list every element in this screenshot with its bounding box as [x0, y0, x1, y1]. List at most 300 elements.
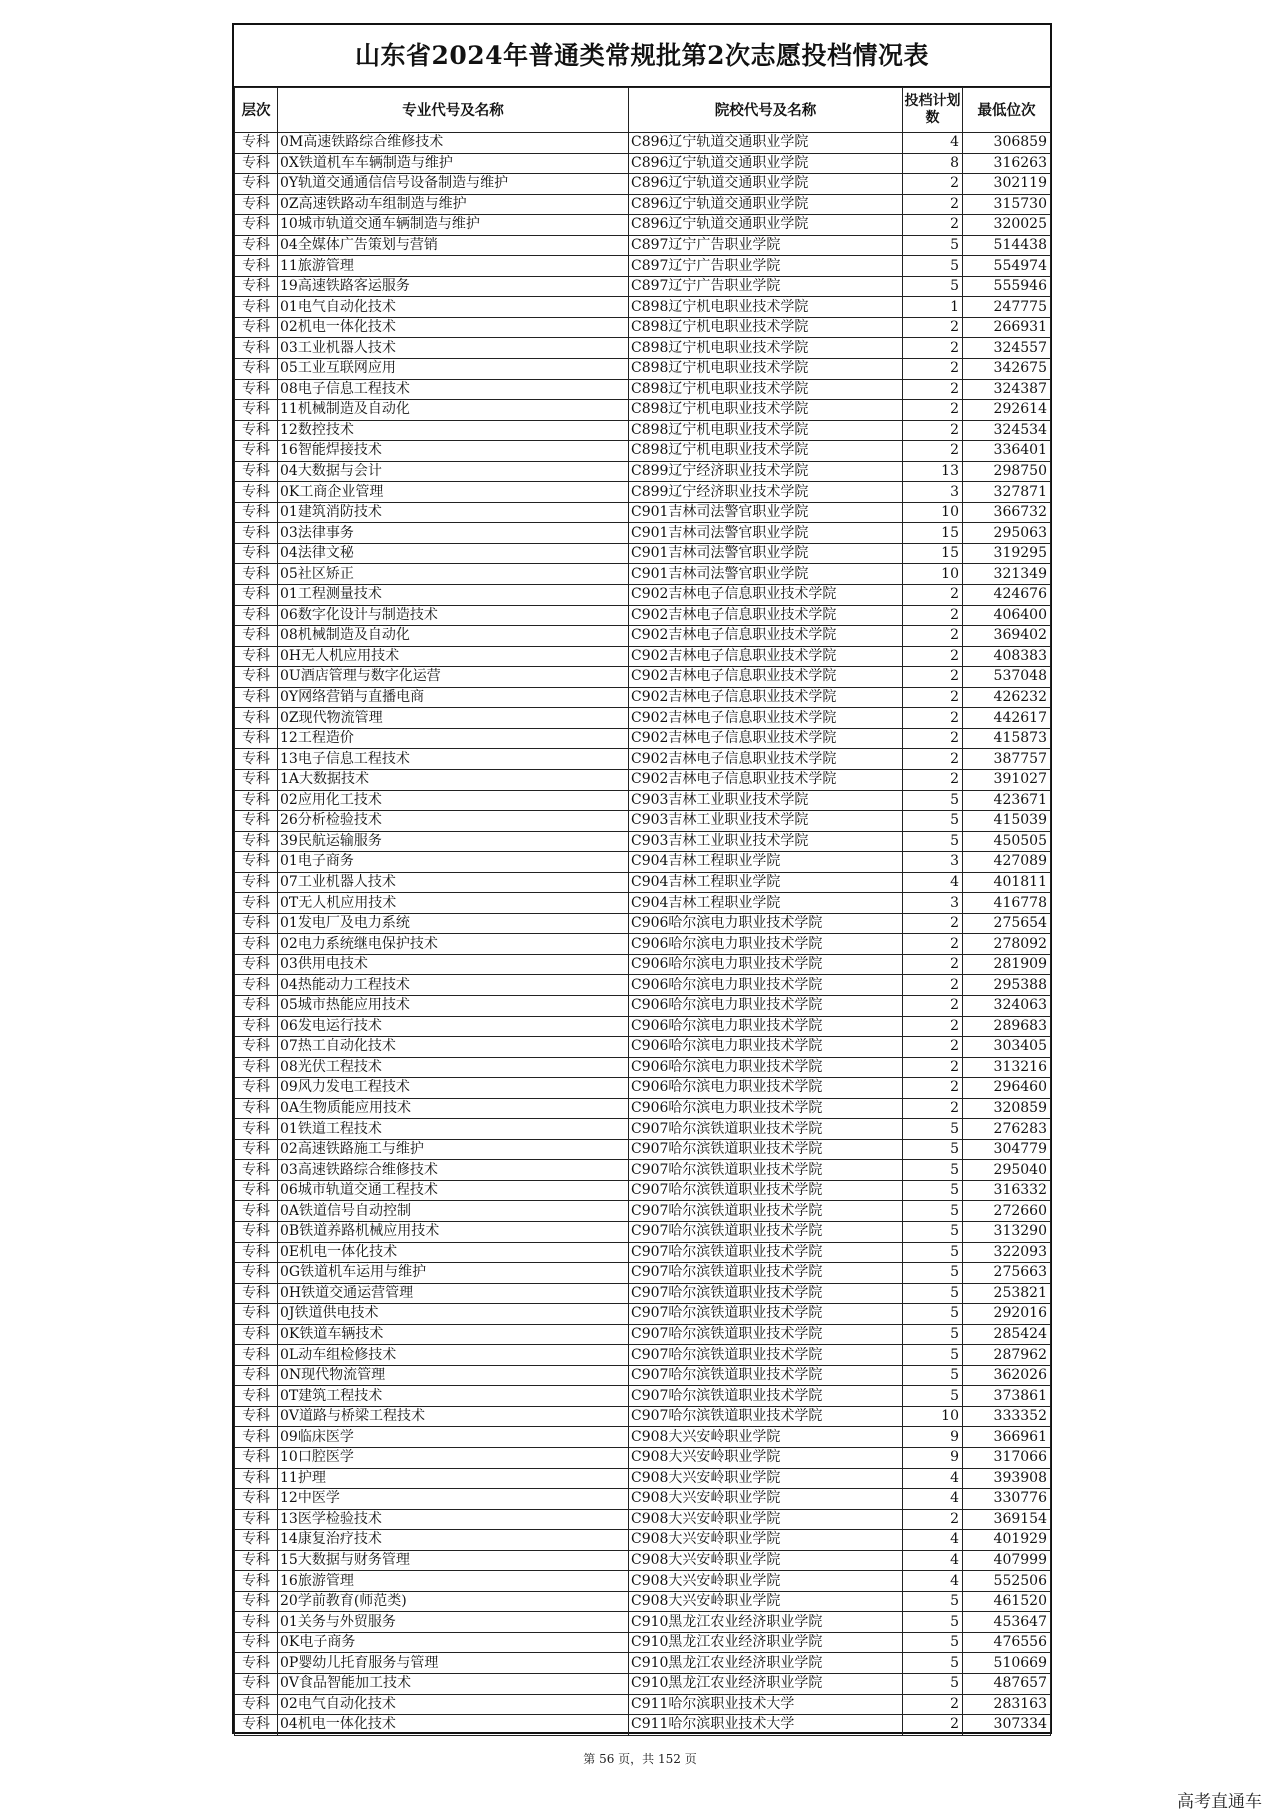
cell-level: 专科: [235, 523, 278, 544]
table-row: [235, 1468, 1051, 1489]
cell-plan: 10: [903, 1406, 963, 1427]
cell-major: 01电气自动化技术: [278, 297, 629, 318]
cell-school: C902吉林电子信息职业技术学院: [629, 687, 903, 708]
cell-level: 专科: [235, 297, 278, 318]
cell-min-rank: 253821: [963, 1283, 1051, 1304]
cell-level: 专科: [235, 954, 278, 975]
cell-level: 专科: [235, 461, 278, 482]
cell-major: 01建筑消防技术: [278, 502, 629, 523]
table-body: [235, 133, 1051, 1736]
cell-plan: 2: [903, 1016, 963, 1037]
cell-major: 06发电运行技术: [278, 1016, 629, 1037]
table-row: [235, 297, 1051, 318]
cell-min-rank: 320025: [963, 215, 1051, 236]
table-row: [235, 1653, 1051, 1674]
table-row: [235, 913, 1051, 934]
cell-major: 01铁道工程技术: [278, 1119, 629, 1140]
table-row: [235, 1016, 1051, 1037]
cell-level: 专科: [235, 1016, 278, 1037]
cell-plan: 5: [903, 790, 963, 811]
cell-min-rank: 316332: [963, 1180, 1051, 1201]
cell-min-rank: 303405: [963, 1037, 1051, 1058]
table-row: [235, 317, 1051, 338]
cell-major: 0H无人机应用技术: [278, 646, 629, 667]
table-row: [235, 1160, 1051, 1181]
cell-min-rank: 415873: [963, 728, 1051, 749]
cell-school: C904吉林工程职业学院: [629, 852, 903, 873]
table-row: [235, 502, 1051, 523]
cell-plan: 9: [903, 1427, 963, 1448]
header-plan: 投档计划数: [903, 88, 963, 133]
cell-school: C901吉林司法警官职业学院: [629, 523, 903, 544]
cell-plan: 5: [903, 1201, 963, 1222]
cell-level: 专科: [235, 276, 278, 297]
cell-major: 04法律文秘: [278, 543, 629, 564]
table-row: [235, 831, 1051, 852]
cell-min-rank: 278092: [963, 934, 1051, 955]
cell-level: 专科: [235, 400, 278, 421]
cell-min-rank: 289683: [963, 1016, 1051, 1037]
cell-school: C910黑龙江农业经济职业学院: [629, 1674, 903, 1695]
cell-level: 专科: [235, 852, 278, 873]
cell-school: C907哈尔滨铁道职业技术学院: [629, 1406, 903, 1427]
cell-level: 专科: [235, 235, 278, 256]
cell-level: 专科: [235, 626, 278, 647]
cell-level: 专科: [235, 1591, 278, 1612]
cell-min-rank: 266931: [963, 317, 1051, 338]
cell-min-rank: 322093: [963, 1242, 1051, 1263]
cell-level: 专科: [235, 317, 278, 338]
cell-min-rank: 324063: [963, 995, 1051, 1016]
table-row: [235, 605, 1051, 626]
cell-level: 专科: [235, 1612, 278, 1633]
cell-min-rank: 336401: [963, 441, 1051, 462]
cell-level: 专科: [235, 872, 278, 893]
cell-major: 0X铁道机车车辆制造与维护: [278, 153, 629, 174]
cell-school: C907哈尔滨铁道职业技术学院: [629, 1242, 903, 1263]
cell-level: 专科: [235, 1571, 278, 1592]
table-row: [235, 133, 1051, 154]
cell-min-rank: 307334: [963, 1715, 1051, 1736]
cell-min-rank: 387757: [963, 749, 1051, 770]
cell-min-rank: 304779: [963, 1139, 1051, 1160]
table-row: [235, 461, 1051, 482]
cell-plan: 2: [903, 934, 963, 955]
cell-major: 09风力发电工程技术: [278, 1078, 629, 1099]
cell-school: C906哈尔滨电力职业技术学院: [629, 995, 903, 1016]
cell-plan: 10: [903, 564, 963, 585]
table-row: [235, 194, 1051, 215]
cell-school: C903吉林工业职业技术学院: [629, 790, 903, 811]
cell-major: 12数控技术: [278, 420, 629, 441]
cell-school: C907哈尔滨铁道职业技术学院: [629, 1365, 903, 1386]
cell-min-rank: 321349: [963, 564, 1051, 585]
cell-min-rank: 450505: [963, 831, 1051, 852]
cell-school: C896辽宁轨道交通职业学院: [629, 194, 903, 215]
cell-plan: 5: [903, 1304, 963, 1325]
table-row: [235, 687, 1051, 708]
table-row: [235, 1632, 1051, 1653]
table-row: [235, 1345, 1051, 1366]
cell-major: 0N现代物流管理: [278, 1365, 629, 1386]
cell-plan: 5: [903, 276, 963, 297]
cell-min-rank: 453647: [963, 1612, 1051, 1633]
cell-major: 0G铁道机车运用与维护: [278, 1263, 629, 1284]
cell-plan: 4: [903, 1489, 963, 1510]
header-min-rank: 最低位次: [963, 88, 1051, 133]
cell-min-rank: 416778: [963, 893, 1051, 914]
cell-school: C901吉林司法警官职业学院: [629, 543, 903, 564]
cell-level: 专科: [235, 769, 278, 790]
cell-major: 1A大数据技术: [278, 769, 629, 790]
cell-major: 12工程造价: [278, 728, 629, 749]
cell-major: 02电气自动化技术: [278, 1694, 629, 1715]
cell-plan: 2: [903, 1037, 963, 1058]
cell-level: 专科: [235, 1057, 278, 1078]
header-school: 院校代号及名称: [629, 88, 903, 133]
cell-level: 专科: [235, 359, 278, 380]
cell-major: 20学前教育(师范类): [278, 1591, 629, 1612]
cell-plan: 2: [903, 400, 963, 421]
header-major: 专业代号及名称: [278, 88, 629, 133]
cell-min-rank: 476556: [963, 1632, 1051, 1653]
table-row: [235, 708, 1051, 729]
cell-major: 03法律事务: [278, 523, 629, 544]
cell-school: C910黑龙江农业经济职业学院: [629, 1612, 903, 1633]
cell-plan: 2: [903, 420, 963, 441]
cell-plan: 5: [903, 1263, 963, 1284]
cell-plan: 2: [903, 215, 963, 236]
cell-school: C898辽宁机电职业技术学院: [629, 317, 903, 338]
cell-school: C907哈尔滨铁道职业技术学院: [629, 1283, 903, 1304]
cell-major: 01电子商务: [278, 852, 629, 873]
cell-major: 19高速铁路客运服务: [278, 276, 629, 297]
cell-min-rank: 324557: [963, 338, 1051, 359]
cell-major: 0Y轨道交通通信信号设备制造与维护: [278, 174, 629, 195]
cell-major: 01发电厂及电力系统: [278, 913, 629, 934]
cell-school: C904吉林工程职业学院: [629, 893, 903, 914]
cell-level: 专科: [235, 420, 278, 441]
table-row: [235, 1550, 1051, 1571]
table-row: [235, 153, 1051, 174]
cell-major: 01关务与外贸服务: [278, 1612, 629, 1633]
cell-level: 专科: [235, 502, 278, 523]
cell-plan: 5: [903, 256, 963, 277]
cell-level: 专科: [235, 1509, 278, 1530]
cell-min-rank: 537048: [963, 667, 1051, 688]
cell-plan: 5: [903, 1365, 963, 1386]
cell-school: C907哈尔滨铁道职业技术学院: [629, 1201, 903, 1222]
table-row: [235, 564, 1051, 585]
cell-major: 0Z高速铁路动车组制造与维护: [278, 194, 629, 215]
cell-plan: 15: [903, 523, 963, 544]
table-row: [235, 1427, 1051, 1448]
cell-school: C911哈尔滨职业技术大学: [629, 1715, 903, 1736]
cell-school: C908大兴安岭职业学院: [629, 1427, 903, 1448]
cell-major: 04机电一体化技术: [278, 1715, 629, 1736]
table-row: [235, 585, 1051, 606]
cell-school: C903吉林工业职业技术学院: [629, 831, 903, 852]
cell-major: 0A生物质能应用技术: [278, 1098, 629, 1119]
cell-major: 14康复治疗技术: [278, 1530, 629, 1551]
cell-plan: 3: [903, 852, 963, 873]
cell-school: C906哈尔滨电力职业技术学院: [629, 1057, 903, 1078]
cell-level: 专科: [235, 543, 278, 564]
table-row: [235, 954, 1051, 975]
cell-plan: 2: [903, 728, 963, 749]
cell-school: C908大兴安岭职业学院: [629, 1591, 903, 1612]
cell-level: 专科: [235, 1242, 278, 1263]
cell-level: 专科: [235, 1386, 278, 1407]
table-row: [235, 995, 1051, 1016]
cell-level: 专科: [235, 1304, 278, 1325]
cell-plan: 5: [903, 1180, 963, 1201]
cell-level: 专科: [235, 728, 278, 749]
cell-major: 11机械制造及自动化: [278, 400, 629, 421]
cell-plan: 15: [903, 543, 963, 564]
admission-table: [234, 87, 1051, 1736]
cell-plan: 2: [903, 1715, 963, 1736]
cell-school: C898辽宁机电职业技术学院: [629, 297, 903, 318]
cell-school: C904吉林工程职业学院: [629, 872, 903, 893]
table-row: [235, 1057, 1051, 1078]
cell-level: 专科: [235, 1324, 278, 1345]
cell-plan: 3: [903, 893, 963, 914]
cell-level: 专科: [235, 934, 278, 955]
cell-school: C896辽宁轨道交通职业学院: [629, 153, 903, 174]
cell-level: 专科: [235, 1448, 278, 1469]
table-row: [235, 1365, 1051, 1386]
cell-major: 07热工自动化技术: [278, 1037, 629, 1058]
cell-min-rank: 316263: [963, 153, 1051, 174]
cell-min-rank: 292016: [963, 1304, 1051, 1325]
cell-school: C907哈尔滨铁道职业技术学院: [629, 1221, 903, 1242]
cell-major: 16智能焊接技术: [278, 441, 629, 462]
cell-min-rank: 461520: [963, 1591, 1051, 1612]
cell-school: C906哈尔滨电力职业技术学院: [629, 1098, 903, 1119]
cell-level: 专科: [235, 1345, 278, 1366]
cell-min-rank: 281909: [963, 954, 1051, 975]
cell-level: 专科: [235, 1119, 278, 1140]
table-row: [235, 1406, 1051, 1427]
cell-level: 专科: [235, 1221, 278, 1242]
cell-school: C907哈尔滨铁道职业技术学院: [629, 1345, 903, 1366]
cell-school: C898辽宁机电职业技术学院: [629, 441, 903, 462]
header-level: 层次: [235, 88, 278, 133]
cell-major: 0T建筑工程技术: [278, 1386, 629, 1407]
cell-school: C898辽宁机电职业技术学院: [629, 359, 903, 380]
cell-plan: 5: [903, 1345, 963, 1366]
table-row: [235, 1221, 1051, 1242]
cell-level: 专科: [235, 1715, 278, 1736]
table-row: [235, 1715, 1051, 1736]
cell-min-rank: 427089: [963, 852, 1051, 873]
cell-min-rank: 373861: [963, 1386, 1051, 1407]
cell-level: 专科: [235, 1694, 278, 1715]
cell-school: C907哈尔滨铁道职业技术学院: [629, 1324, 903, 1345]
cell-level: 专科: [235, 441, 278, 462]
cell-min-rank: 366961: [963, 1427, 1051, 1448]
cell-plan: 2: [903, 769, 963, 790]
cell-major: 02电力系统继电保护技术: [278, 934, 629, 955]
cell-level: 专科: [235, 1037, 278, 1058]
cell-school: C896辽宁轨道交通职业学院: [629, 215, 903, 236]
cell-plan: 5: [903, 1632, 963, 1653]
cell-plan: 2: [903, 441, 963, 462]
cell-level: 专科: [235, 379, 278, 400]
table-row: [235, 1489, 1051, 1510]
cell-school: C897辽宁广告职业学院: [629, 256, 903, 277]
cell-school: C907哈尔滨铁道职业技术学院: [629, 1119, 903, 1140]
page-title: 山东省2024年普通类常规批第2次志愿投档情况表: [234, 25, 1050, 87]
cell-school: C908大兴安岭职业学院: [629, 1509, 903, 1530]
cell-school: C897辽宁广告职业学院: [629, 235, 903, 256]
cell-school: C899辽宁经济职业技术学院: [629, 461, 903, 482]
cell-min-rank: 272660: [963, 1201, 1051, 1222]
cell-min-rank: 552506: [963, 1571, 1051, 1592]
cell-school: C898辽宁机电职业技术学院: [629, 420, 903, 441]
cell-plan: 2: [903, 1057, 963, 1078]
page-footer: 第 56 页，共 152 页: [583, 1752, 697, 1766]
cell-school: C902吉林电子信息职业技术学院: [629, 708, 903, 729]
table-row: [235, 1119, 1051, 1140]
cell-plan: 2: [903, 1694, 963, 1715]
table-row: [235, 852, 1051, 873]
cell-min-rank: 342675: [963, 359, 1051, 380]
table-row: [235, 769, 1051, 790]
cell-min-rank: 362026: [963, 1365, 1051, 1386]
cell-major: 0K电子商务: [278, 1632, 629, 1653]
cell-level: 专科: [235, 338, 278, 359]
cell-min-rank: 366732: [963, 502, 1051, 523]
cell-plan: 5: [903, 1674, 963, 1695]
cell-school: C907哈尔滨铁道职业技术学院: [629, 1139, 903, 1160]
cell-min-rank: 401929: [963, 1530, 1051, 1551]
cell-plan: 2: [903, 585, 963, 606]
cell-plan: 2: [903, 626, 963, 647]
table-row: [235, 811, 1051, 832]
cell-major: 05城市热能应用技术: [278, 995, 629, 1016]
cell-major: 13电子信息工程技术: [278, 749, 629, 770]
cell-school: C908大兴安岭职业学院: [629, 1448, 903, 1469]
cell-level: 专科: [235, 256, 278, 277]
cell-plan: 2: [903, 995, 963, 1016]
table-row: [235, 359, 1051, 380]
cell-school: C896辽宁轨道交通职业学院: [629, 133, 903, 154]
cell-major: 0P婴幼儿托育服务与管理: [278, 1653, 629, 1674]
cell-school: C906哈尔滨电力职业技术学院: [629, 934, 903, 955]
table-row: [235, 543, 1051, 564]
cell-level: 专科: [235, 1468, 278, 1489]
table-row: [235, 1242, 1051, 1263]
table-row: [235, 1509, 1051, 1530]
cell-school: C906哈尔滨电力职业技术学院: [629, 1078, 903, 1099]
cell-school: C908大兴安岭职业学院: [629, 1489, 903, 1510]
cell-min-rank: 510669: [963, 1653, 1051, 1674]
table-row: [235, 235, 1051, 256]
cell-plan: 4: [903, 1571, 963, 1592]
cell-plan: 4: [903, 1550, 963, 1571]
cell-level: 专科: [235, 646, 278, 667]
cell-major: 06城市轨道交通工程技术: [278, 1180, 629, 1201]
cell-major: 0Z现代物流管理: [278, 708, 629, 729]
cell-min-rank: 283163: [963, 1694, 1051, 1715]
cell-level: 专科: [235, 1263, 278, 1284]
cell-plan: 8: [903, 153, 963, 174]
cell-plan: 2: [903, 1078, 963, 1099]
cell-school: C902吉林电子信息职业技术学院: [629, 728, 903, 749]
cell-school: C908大兴安岭职业学院: [629, 1571, 903, 1592]
cell-min-rank: 295063: [963, 523, 1051, 544]
cell-level: 专科: [235, 1530, 278, 1551]
cell-level: 专科: [235, 1283, 278, 1304]
table-row: [235, 626, 1051, 647]
cell-major: 04热能动力工程技术: [278, 975, 629, 996]
cell-plan: 2: [903, 708, 963, 729]
cell-major: 0K工商企业管理: [278, 482, 629, 503]
table-row: [235, 1591, 1051, 1612]
table-row: [235, 667, 1051, 688]
table-row: [235, 256, 1051, 277]
table-row: [235, 523, 1051, 544]
cell-level: 专科: [235, 749, 278, 770]
cell-major: 0K铁道车辆技术: [278, 1324, 629, 1345]
cell-level: 专科: [235, 831, 278, 852]
cell-plan: 2: [903, 359, 963, 380]
cell-level: 专科: [235, 1406, 278, 1427]
cell-min-rank: 487657: [963, 1674, 1051, 1695]
cell-school: C907哈尔滨铁道职业技术学院: [629, 1386, 903, 1407]
table-row: [235, 1263, 1051, 1284]
cell-school: C902吉林电子信息职业技术学院: [629, 646, 903, 667]
cell-level: 专科: [235, 995, 278, 1016]
cell-school: C897辽宁广告职业学院: [629, 276, 903, 297]
cell-plan: 4: [903, 133, 963, 154]
cell-school: C907哈尔滨铁道职业技术学院: [629, 1160, 903, 1181]
cell-level: 专科: [235, 1674, 278, 1695]
cell-min-rank: 393908: [963, 1468, 1051, 1489]
cell-min-rank: 408383: [963, 646, 1051, 667]
score-table-sheet: [232, 23, 1052, 1734]
cell-min-rank: 391027: [963, 769, 1051, 790]
cell-major: 26分析检验技术: [278, 811, 629, 832]
cell-major: 0U酒店管理与数字化运营: [278, 667, 629, 688]
cell-level: 专科: [235, 975, 278, 996]
cell-min-rank: 313290: [963, 1221, 1051, 1242]
cell-school: C898辽宁机电职业技术学院: [629, 400, 903, 421]
table-row: [235, 749, 1051, 770]
cell-school: C902吉林电子信息职业技术学院: [629, 585, 903, 606]
cell-min-rank: 514438: [963, 235, 1051, 256]
table-row: [235, 1530, 1051, 1551]
cell-school: C906哈尔滨电力职业技术学院: [629, 1037, 903, 1058]
cell-school: C906哈尔滨电力职业技术学院: [629, 954, 903, 975]
cell-plan: 5: [903, 1119, 963, 1140]
cell-plan: 5: [903, 1242, 963, 1263]
cell-plan: 5: [903, 1653, 963, 1674]
cell-min-rank: 333352: [963, 1406, 1051, 1427]
cell-major: 06数字化设计与制造技术: [278, 605, 629, 626]
table-row: [235, 276, 1051, 297]
table-row: [235, 1612, 1051, 1633]
cell-major: 12中医学: [278, 1489, 629, 1510]
cell-school: C911哈尔滨职业技术大学: [629, 1694, 903, 1715]
cell-major: 0A铁道信号自动控制: [278, 1201, 629, 1222]
cell-min-rank: 302119: [963, 174, 1051, 195]
cell-min-rank: 276283: [963, 1119, 1051, 1140]
cell-major: 09临床医学: [278, 1427, 629, 1448]
cell-level: 专科: [235, 1139, 278, 1160]
